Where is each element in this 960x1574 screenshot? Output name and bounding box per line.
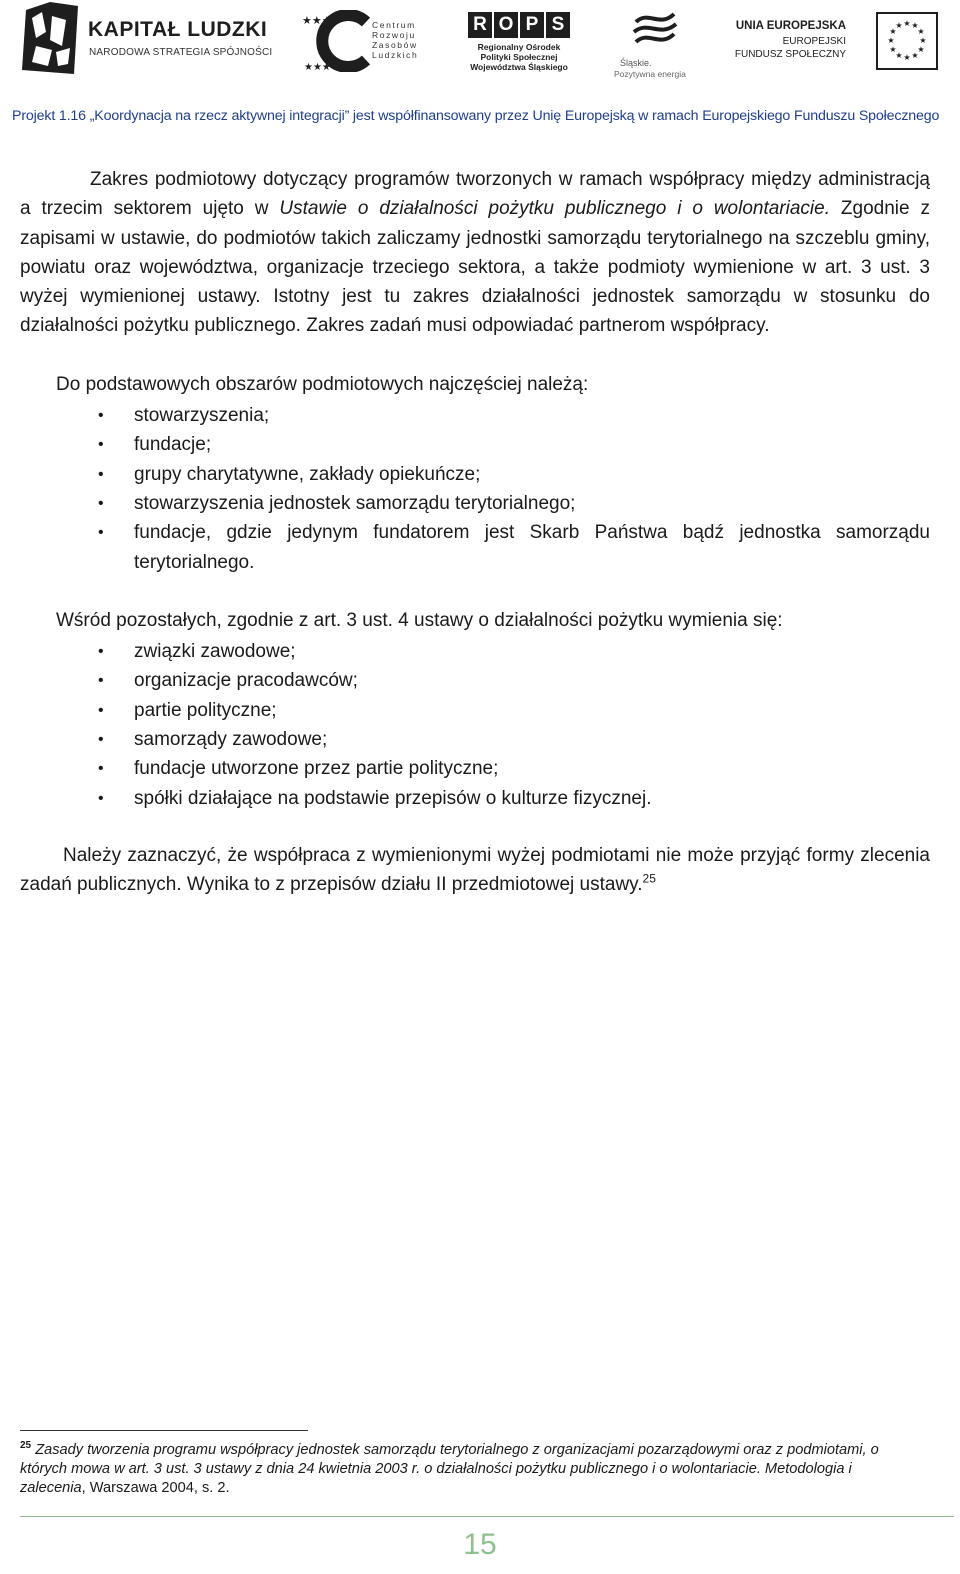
kapital-ludzki-logo (22, 2, 272, 74)
rops-caption-line: Regionalny Ośrodek (477, 42, 561, 52)
rops-caption-line: Polityki Społecznej (480, 52, 558, 62)
list2 (20, 637, 930, 813)
list2-lead: Wśród pozostałych, zgodnie z art. 3 ust. 4 ustawy o działalności pożytku wymienia się: (56, 609, 783, 631)
svg-text:★★★: ★★★ (302, 14, 332, 27)
rops-caption (458, 42, 580, 72)
kapital-ludzki-title: KAPITAŁ LUDZKI (88, 18, 268, 41)
eu-fund-line1: EUROPEJSKI (782, 36, 846, 47)
eu-fund-line2: FUNDUSZ SPOŁECZNY (734, 49, 846, 60)
eu-stars-flag-icon (876, 12, 938, 70)
svg-text:★: ★ (895, 21, 903, 30)
list1 (20, 401, 930, 577)
list-item: • fundacje utworzone przez partie polityczne; (20, 754, 930, 783)
list-item: • organizacje pracodawców; (20, 666, 930, 695)
act-title: Ustawie o działalności pożytku publicznego i o wolontariacie. (279, 198, 830, 220)
footnote-citation: , Warszawa 2004, s. 2. (81, 1480, 230, 1496)
list-item: • stowarzyszenia jednostek samorządu terytorialnego; (20, 489, 930, 518)
rops-letter-boxes (468, 12, 570, 38)
closing-paragraph (20, 841, 930, 900)
svg-text:★: ★ (903, 19, 911, 28)
list-item: • grupy charytatywne, zakłady opiekuńcze; (20, 460, 930, 489)
centrum-emblem-icon (296, 10, 378, 72)
list-item: • samorządy zawodowe; (20, 725, 930, 754)
footer-divider (20, 1516, 954, 1517)
centrum-word: Centrum (372, 20, 416, 30)
rops-letter: O (494, 12, 518, 38)
rops-letter: S (546, 12, 570, 38)
slaskie-tagline: Pozytywna energia (614, 69, 686, 79)
header-logo-bar (0, 0, 960, 84)
list1-lead: Do podstawowych obszarów podmiotowych najczęściej należą: (56, 373, 589, 395)
slaskie-wave-icon (630, 8, 680, 54)
list-item: • partie polityczne; (20, 696, 930, 725)
slaskie-logo (610, 8, 702, 80)
list-item: • fundacje; (20, 430, 930, 459)
closing-text: Należy zaznaczyć, że współpraca z wymienionymi wyżej podmiotami nie może przyjąć formy zlecenia zadań publicznych. Wynika to z przepisów działu II przedmiotowej ustawy. (20, 844, 930, 896)
svg-text:★: ★ (889, 27, 897, 36)
footnote-divider (20, 1430, 308, 1431)
kapital-ludzki-subtitle: NARODOWA STRATEGIA SPÓJNOŚCI (89, 47, 273, 58)
centrum-word: Zasobów (372, 40, 418, 50)
project-funding-line: Projekt 1.16 „Koordynacja na rzecz aktywnej integracji” jest współfinansowany przez Unię Europejską w ramach Europejskiego Funduszu Społecznego (12, 108, 940, 124)
svg-text:★: ★ (919, 36, 927, 45)
document-body (20, 165, 930, 900)
intro-text-b: Zgodnie z zapisami w ustawie, do podmiotów takich zaliczamy jednostki samorządu terytorialnego na szczeblu gminy, powiatu oraz województwa, organizacje trzeciego sektora, a także podmioty wymienione w art. 3 ust. 3 wyżej wymienionej ustawy. Istotny jest tu zakres działalności jednostek samorządu w stosunku do działalności pożytku publicznego. Zakres zadań musi odpowiadać partnerom współpracy. (20, 198, 930, 337)
footnote-reference[interactable]: 25 (642, 871, 656, 886)
rops-letter: R (468, 12, 492, 38)
footnote (20, 1441, 920, 1498)
centrum-rozwoju-logo (296, 10, 426, 72)
intro-text-a: Zakres podmiotowy dotyczący programów tworzonych w ramach współpracy między administracją a trzecim sektorem ujęto w (20, 169, 930, 220)
centrum-word: Ludzkich (372, 50, 419, 60)
list-item: • fundacje, gdzie jedynym fundatorem jest Skarb Państwa bądź jednostka samorządu terytorialnego. (20, 518, 930, 577)
eu-title: UNIA EUROPEJSKA (735, 20, 846, 32)
list-item: • związki zawodowe; (20, 637, 930, 666)
svg-text:★: ★ (911, 51, 919, 60)
slaskie-title: Śląskie. (620, 58, 652, 68)
svg-text:★: ★ (889, 45, 897, 54)
list-item: • stowarzyszenia; (20, 401, 930, 430)
svg-text:★: ★ (895, 51, 903, 60)
svg-text:★★★: ★★★ (304, 62, 331, 72)
kapital-ludzki-emblem-icon (22, 2, 78, 74)
svg-text:★: ★ (911, 21, 919, 30)
list-item: • spółki działające na podstawie przepisów o kulturze fizycznej. (20, 784, 930, 813)
centrum-words (372, 20, 418, 60)
svg-text:★: ★ (917, 45, 925, 54)
rops-logo (458, 12, 580, 76)
centrum-word: Rozwoju (372, 30, 416, 40)
svg-text:★: ★ (903, 53, 911, 62)
page-number: 15 (463, 1528, 497, 1561)
rops-caption-line: Województwa Śląskiego (470, 62, 568, 72)
intro-paragraph (20, 165, 930, 341)
svg-text:★: ★ (917, 27, 925, 36)
footnote-title: Zasady tworzenia programu współpracy jednostek samorządu terytorialnego z organizacjami pozarządowymi oraz z podmiotami, o których mowa w art. 3 ust. 3 ustawy z dnia 24 kwietnia 2003 r. o działalności pożytku publicznego i o wolontariacie. Metodologia i zalecenia (20, 1442, 879, 1496)
footnote-number: 25 (20, 1440, 32, 1452)
svg-text:★: ★ (887, 36, 895, 45)
eu-logo (732, 12, 942, 74)
rops-letter: P (520, 12, 544, 38)
